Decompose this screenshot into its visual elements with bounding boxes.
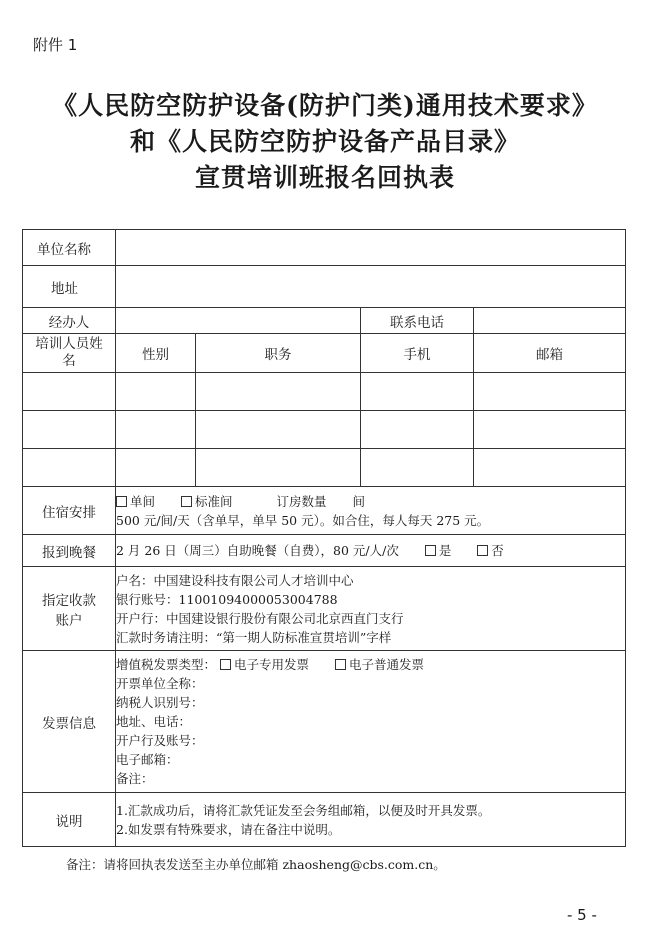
invoice-taxid-field[interactable]: 纳税人识别号：	[116, 695, 204, 710]
notes-label: 说明	[23, 793, 116, 847]
accommodation-row	[23, 487, 626, 535]
account-remark: 汇款时务请注明：“第一期人防标准宣贯培训”字样	[116, 629, 392, 645]
header-gender: 性别	[116, 334, 196, 373]
invoice-address-field[interactable]: 地址、电话：	[116, 714, 192, 729]
trainee-mobile-cell[interactable]	[361, 411, 474, 449]
accommodation-label: 住宿安排	[23, 487, 116, 535]
standard-room-checkbox[interactable]	[181, 496, 192, 507]
notes-row	[23, 793, 626, 847]
title-line-1: 《人民防空防护设备(防护门类)通用技术要求》	[52, 91, 598, 120]
handler-row	[23, 308, 626, 334]
note-line-1: 1.汇款成功后，请将汇款凭证发至会务组邮箱，以便及时开具发票。	[116, 802, 491, 818]
footnote: 备注：请将回执表发送至主办单位邮箱 zhaosheng@cbs.com.cn。	[66, 857, 446, 872]
accommodation-price: 500 元/间/天（含单早，单早 50 元）。如合住，每人每天 275 元。	[116, 512, 490, 528]
header-email: 邮箱	[474, 334, 626, 373]
dinner-yes-label: 是	[438, 543, 452, 558]
account-label-line-1: 指定收款	[42, 592, 96, 609]
dinner-no-checkbox[interactable]	[477, 545, 488, 556]
trainee-email-cell[interactable]	[474, 373, 626, 411]
trainee-name-cell[interactable]	[23, 411, 116, 449]
trainee-gender-cell[interactable]	[116, 449, 196, 487]
trainee-position-cell[interactable]	[196, 411, 361, 449]
normal-invoice-checkbox[interactable]	[335, 659, 346, 670]
handler-label: 经办人	[23, 308, 116, 334]
trainee-gender-cell[interactable]	[116, 373, 196, 411]
trainee-header-row	[23, 334, 626, 373]
single-room-checkbox[interactable]	[116, 496, 127, 507]
trainee-mobile-cell[interactable]	[361, 373, 474, 411]
trainee-email-cell[interactable]	[474, 411, 626, 449]
dinner-label: 报到晚餐	[23, 535, 116, 567]
account-row	[23, 567, 626, 651]
invoice-company-field[interactable]: 开票单位全称：	[116, 676, 204, 691]
standard-room-label: 标准间	[194, 493, 233, 509]
accommodation-options	[116, 487, 626, 535]
unit-row	[23, 230, 626, 266]
invoice-details	[116, 651, 626, 793]
dinner-text: 2 月 26 日（周三）自助晚餐（自费），80 元/人/次	[116, 543, 399, 558]
invoice-email-field[interactable]: 电子邮箱：	[116, 752, 179, 767]
unit-field[interactable]	[116, 230, 626, 266]
room-count-label: 订房数量	[276, 493, 327, 509]
trainee-mobile-cell[interactable]	[361, 449, 474, 487]
account-name: 户名：中国建设科技有限公司人才培训中心	[116, 572, 354, 588]
registration-form	[22, 229, 626, 847]
title-line-3: 宣贯培训班报名回执表	[194, 163, 455, 192]
unit-label: 单位名称	[23, 230, 116, 266]
phone-label: 联系电话	[361, 308, 474, 334]
address-row	[23, 266, 626, 308]
trainee-name-cell[interactable]	[23, 373, 116, 411]
dinner-no-label: 否	[491, 543, 504, 558]
normal-invoice-label: 电子普通发票	[348, 657, 424, 672]
invoice-bank-field[interactable]: 开户行及账号：	[116, 733, 204, 748]
header-position: 职务	[196, 334, 361, 373]
handler-field[interactable]	[116, 308, 361, 334]
trainee-row	[23, 373, 626, 411]
account-label-line-2: 账户	[55, 612, 83, 629]
title-line-2: 和《人民防空防护设备产品目录》	[129, 127, 520, 156]
single-room-label: 单间	[130, 493, 156, 509]
special-invoice-label: 电子专用发票	[234, 657, 310, 672]
phone-field[interactable]	[474, 308, 626, 334]
special-invoice-checkbox[interactable]	[220, 659, 231, 670]
dinner-yes-checkbox[interactable]	[425, 545, 436, 556]
notes-details	[116, 793, 626, 847]
invoice-row	[23, 651, 626, 793]
header-mobile: 手机	[361, 334, 474, 373]
page-number: - 5 -	[567, 906, 597, 924]
note-line-2: 2.如发票有特殊要求，请在备注中说明。	[116, 821, 341, 837]
invoice-remark-field[interactable]: 备注：	[116, 771, 154, 786]
trainee-gender-cell[interactable]	[116, 411, 196, 449]
trainee-position-cell[interactable]	[196, 449, 361, 487]
header-name: 培训人员姓名	[23, 334, 116, 373]
address-field[interactable]	[116, 266, 626, 308]
trainee-email-cell[interactable]	[474, 449, 626, 487]
account-label	[23, 567, 116, 651]
trainee-name-cell[interactable]	[23, 449, 116, 487]
account-details	[116, 567, 626, 651]
attachment-label: 附件 1	[33, 36, 78, 54]
trainee-row	[23, 411, 626, 449]
room-unit-label: 间	[352, 493, 365, 509]
account-bank: 开户行：中国建设银行股份有限公司北京西直门支行	[116, 610, 404, 626]
dinner-options	[116, 535, 626, 567]
dinner-row	[23, 535, 626, 567]
trainee-position-cell[interactable]	[196, 373, 361, 411]
account-number: 银行账号：11001094000053004788	[116, 591, 338, 607]
invoice-label: 发票信息	[23, 651, 116, 793]
address-label: 地址	[23, 266, 116, 308]
trainee-row	[23, 449, 626, 487]
invoice-type-label: 增值税发票类型：	[116, 657, 217, 672]
